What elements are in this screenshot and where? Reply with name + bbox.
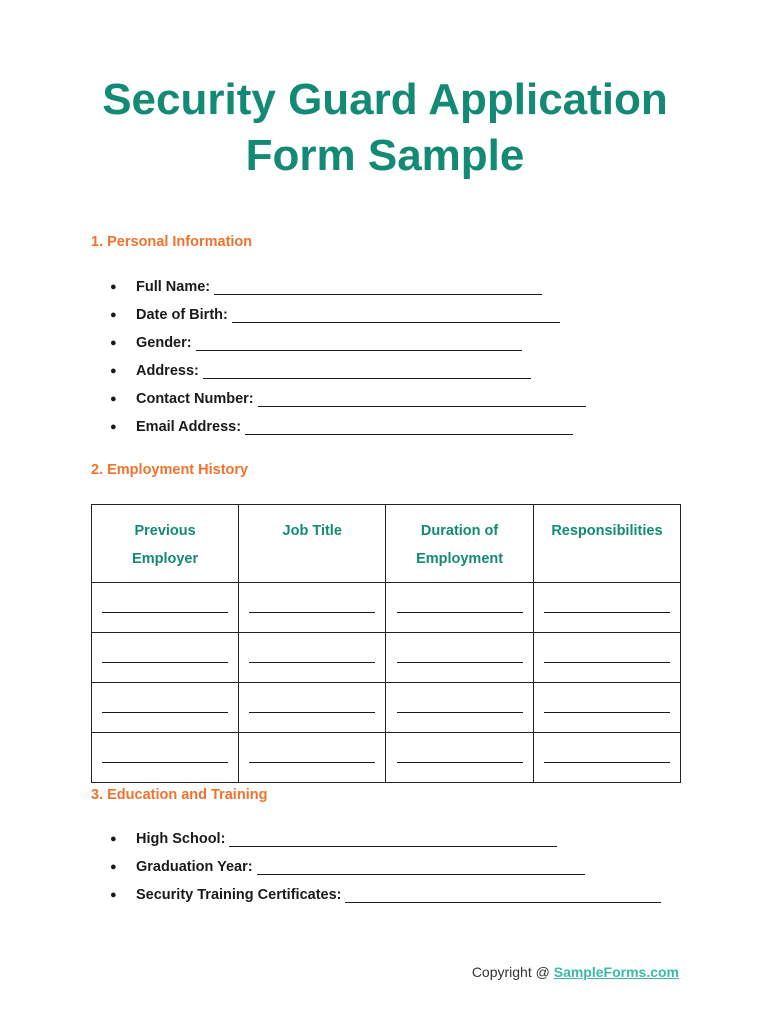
field-label: Security Training Certificates:: [136, 887, 342, 903]
cell-blank-line: [544, 748, 670, 763]
field-label: Contact Number:: [136, 391, 254, 407]
table-cell[interactable]: [92, 583, 239, 633]
bullet-icon: ●: [110, 393, 117, 405]
table-cell[interactable]: [533, 683, 680, 733]
table-cell[interactable]: [239, 683, 386, 733]
employment-history-table: [91, 504, 681, 783]
table-cell[interactable]: [92, 683, 239, 733]
table-cell[interactable]: [533, 583, 680, 633]
cell-blank-line: [249, 748, 375, 763]
table-cell[interactable]: [239, 583, 386, 633]
bullet-icon: ●: [110, 281, 117, 293]
bullet-icon: ●: [110, 365, 117, 377]
field-label: High School:: [136, 831, 226, 847]
section-heading-personal: 1. Personal Information: [91, 234, 253, 250]
cell-blank-line: [249, 648, 375, 663]
high-school-field: [110, 825, 661, 853]
cell-blank-line: [102, 748, 228, 763]
cell-blank-line: [544, 698, 670, 713]
section-heading-employment: 2. Employment History: [91, 462, 249, 478]
contact-number-blank[interactable]: [258, 390, 586, 407]
bullet-icon: ●: [110, 889, 117, 901]
table-cell[interactable]: [386, 633, 534, 683]
table-cell[interactable]: [92, 633, 239, 683]
graduation-year-field: [110, 853, 661, 881]
address-field: [110, 357, 586, 385]
graduation-year-blank[interactable]: [257, 858, 585, 875]
table-cell[interactable]: [386, 733, 534, 783]
cell-blank-line: [102, 698, 228, 713]
table-cell[interactable]: [239, 633, 386, 683]
full-name-field: [110, 273, 586, 301]
bullet-icon: ●: [110, 833, 117, 845]
table-cell[interactable]: [533, 633, 680, 683]
email-address-field: [110, 413, 586, 441]
cell-blank-line: [397, 698, 523, 713]
security-training-certificates-field: [110, 881, 661, 909]
contact-number-field: [110, 385, 586, 413]
column-header-job-title: Job Title: [239, 505, 386, 583]
cell-blank-line: [397, 598, 523, 613]
bullet-icon: ●: [110, 861, 117, 873]
high-school-blank[interactable]: [229, 830, 557, 847]
table-cell[interactable]: [92, 733, 239, 783]
cell-blank-line: [249, 598, 375, 613]
table-row: [92, 583, 681, 633]
education-list: [110, 825, 661, 909]
field-label: Email Address:: [136, 419, 242, 435]
table-cell[interactable]: [386, 683, 534, 733]
cell-blank-line: [544, 598, 670, 613]
column-header-previous-employer: Previous Employer: [92, 505, 239, 583]
field-label: Full Name:: [136, 279, 211, 295]
bullet-icon: ●: [110, 337, 117, 349]
table-cell[interactable]: [386, 583, 534, 633]
column-header-duration: Duration of Employment: [386, 505, 534, 583]
personal-info-list: [110, 273, 586, 441]
gender-field: [110, 329, 586, 357]
field-label: Address:: [136, 363, 199, 379]
page-title: [0, 72, 770, 184]
address-blank[interactable]: [203, 362, 531, 379]
title-line-1: Security Guard Application: [102, 75, 668, 124]
table-row: [92, 733, 681, 783]
cell-blank-line: [397, 748, 523, 763]
table-row: [92, 683, 681, 733]
table-cell[interactable]: [239, 733, 386, 783]
bullet-icon: ●: [110, 309, 117, 321]
full-name-blank[interactable]: [214, 278, 542, 295]
cell-blank-line: [397, 648, 523, 663]
email-address-blank[interactable]: [245, 418, 573, 435]
title-line-2: Form Sample: [245, 131, 525, 180]
footer-copyright: [472, 964, 679, 980]
table-cell[interactable]: [533, 733, 680, 783]
date-of-birth-field: [110, 301, 586, 329]
bullet-icon: ●: [110, 421, 117, 433]
brand-link[interactable]: SampleForms.com: [553, 964, 679, 980]
copyright-text: Copyright @: [471, 964, 554, 980]
field-label: Date of Birth:: [136, 307, 228, 323]
date-of-birth-blank[interactable]: [232, 306, 560, 323]
security-training-certificates-blank[interactable]: [345, 886, 661, 903]
cell-blank-line: [249, 698, 375, 713]
cell-blank-line: [544, 648, 670, 663]
cell-blank-line: [102, 648, 228, 663]
table-row: [92, 633, 681, 683]
column-header-responsibilities: Responsibilities: [533, 505, 680, 583]
field-label: Graduation Year:: [136, 859, 253, 875]
section-heading-education: 3. Education and Training: [91, 787, 268, 803]
gender-blank[interactable]: [196, 334, 522, 351]
cell-blank-line: [102, 598, 228, 613]
field-label: Gender:: [136, 335, 192, 351]
table-header-row: [92, 505, 681, 583]
